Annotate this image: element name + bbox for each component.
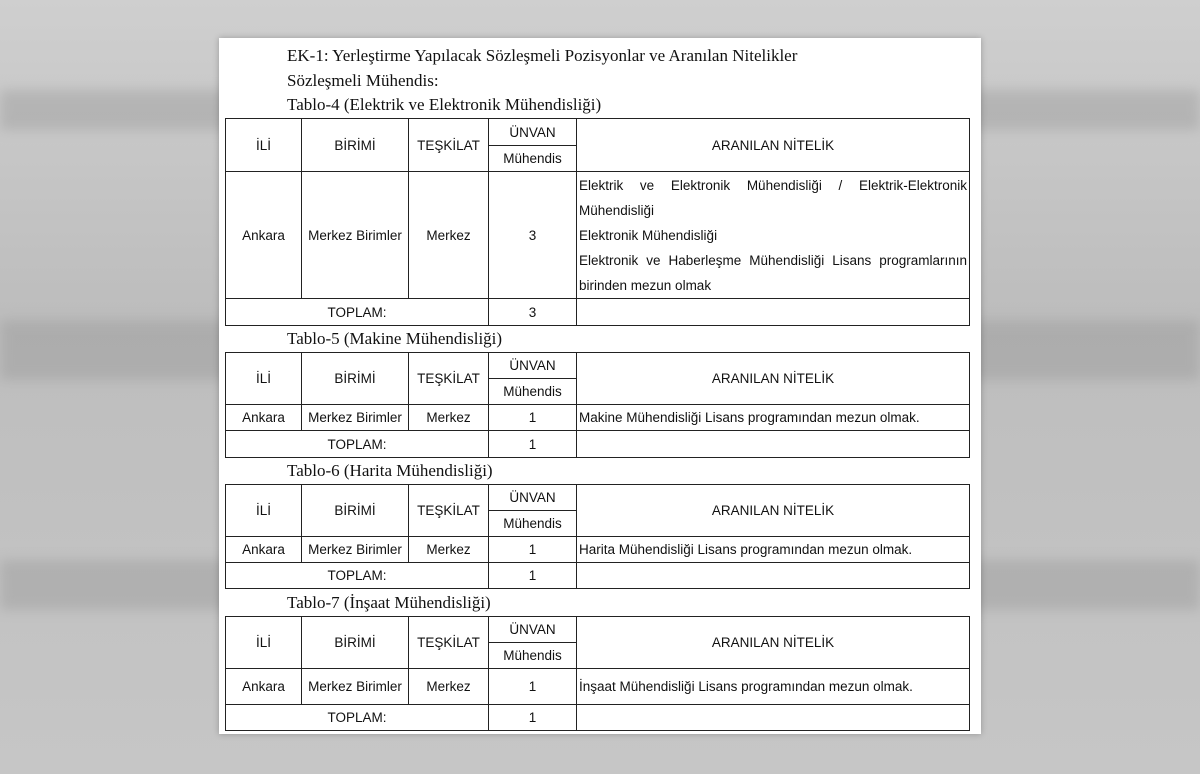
- table-caption: Tablo-7 (İnşaat Mühendisliği): [287, 593, 491, 612]
- positions-table-survey: [225, 484, 970, 589]
- total-value: 1: [489, 431, 577, 458]
- col-header-unvan: ÜNVAN: [489, 119, 577, 146]
- positions-table-electrical: [225, 118, 970, 326]
- nitelik-line: Elektrik ve Elektronik Mühendisliği / Elektrik-Elektronik: [579, 177, 967, 193]
- cell-count: 3: [489, 172, 577, 299]
- cell-birimi: Merkez Birimler: [302, 405, 409, 431]
- cell-nitelik: [577, 172, 970, 299]
- total-label: TOPLAM:: [226, 563, 489, 589]
- nitelik-line: Elektronik ve Haberleşme Mühendisliği Lisans programlarının: [579, 252, 967, 268]
- col-header-birimi: BİRİMİ: [302, 119, 409, 172]
- document-page: [219, 38, 981, 734]
- col-header-muhendis: Mühendis: [489, 379, 577, 405]
- positions-table-civil: [225, 616, 970, 731]
- nitelik-line: Mühendisliği: [579, 202, 655, 218]
- col-header-ili: İLİ: [226, 353, 302, 405]
- cell-teskilat: Merkez: [409, 172, 489, 299]
- col-header-teskilat: TEŞKİLAT: [409, 353, 489, 405]
- cell-birimi: Merkez Birimler: [302, 669, 409, 705]
- total-row: [226, 431, 970, 458]
- cell-ili: Ankara: [226, 669, 302, 705]
- table-caption: Tablo-4 (Elektrik ve Elektronik Mühendisliği): [287, 95, 602, 114]
- col-header-muhendis: Mühendis: [489, 511, 577, 537]
- col-header-muhendis: Mühendis: [489, 643, 577, 669]
- col-header-muhendis: Mühendis: [489, 146, 577, 172]
- cell-ili: Ankara: [226, 537, 302, 563]
- total-empty-cell: [577, 563, 970, 589]
- total-row: [226, 705, 970, 731]
- table-row: [226, 537, 970, 563]
- table-row: [226, 669, 970, 705]
- total-value: 3: [489, 299, 577, 326]
- col-header-unvan: ÜNVAN: [489, 617, 577, 643]
- total-empty-cell: [577, 299, 970, 326]
- total-row: [226, 563, 970, 589]
- table-caption: Tablo-5 (Makine Mühendisliği): [287, 329, 503, 348]
- table-row: [226, 405, 970, 431]
- cell-count: 1: [489, 405, 577, 431]
- cell-birimi: Merkez Birimler: [302, 172, 409, 299]
- cell-nitelik: Makine Mühendisliği Lisans programından mezun olmak.: [577, 405, 970, 431]
- positions-table-mechanical: [225, 352, 970, 458]
- cell-ili: Ankara: [226, 172, 302, 299]
- col-header-unvan: ÜNVAN: [489, 485, 577, 511]
- total-label: TOPLAM:: [226, 431, 489, 458]
- col-header-teskilat: TEŞKİLAT: [409, 617, 489, 669]
- document-title: EK-1: Yerleştirme Yapılacak Sözleşmeli Pozisyonlar ve Aranılan Nitelikler: [287, 46, 798, 65]
- col-header-nitelik: ARANILAN NİTELİK: [577, 617, 970, 669]
- col-header-unvan: ÜNVAN: [489, 353, 577, 379]
- cell-nitelik: Harita Mühendisliği Lisans programından mezun olmak.: [577, 537, 970, 563]
- col-header-birimi: BİRİMİ: [302, 617, 409, 669]
- cell-count: 1: [489, 669, 577, 705]
- nitelik-line: birinden mezun olmak: [579, 277, 712, 293]
- nitelik-line: Elektronik Mühendisliği: [579, 227, 718, 243]
- cell-nitelik: İnşaat Mühendisliği Lisans programından mezun olmak.: [577, 669, 970, 705]
- cell-teskilat: Merkez: [409, 405, 489, 431]
- cell-teskilat: Merkez: [409, 669, 489, 705]
- total-row: [226, 299, 970, 326]
- col-header-birimi: BİRİMİ: [302, 353, 409, 405]
- cell-teskilat: Merkez: [409, 537, 489, 563]
- cell-birimi: Merkez Birimler: [302, 537, 409, 563]
- col-header-teskilat: TEŞKİLAT: [409, 119, 489, 172]
- table-row: [226, 172, 970, 299]
- cell-count: 1: [489, 537, 577, 563]
- document-subtitle: Sözleşmeli Mühendis:: [287, 71, 439, 90]
- col-header-nitelik: ARANILAN NİTELİK: [577, 353, 970, 405]
- total-label: TOPLAM:: [226, 299, 489, 326]
- total-empty-cell: [577, 431, 970, 458]
- total-value: 1: [489, 563, 577, 589]
- total-empty-cell: [577, 705, 970, 731]
- col-header-ili: İLİ: [226, 617, 302, 669]
- col-header-ili: İLİ: [226, 485, 302, 537]
- col-header-teskilat: TEŞKİLAT: [409, 485, 489, 537]
- col-header-ili: İLİ: [226, 119, 302, 172]
- col-header-birimi: BİRİMİ: [302, 485, 409, 537]
- cell-ili: Ankara: [226, 405, 302, 431]
- col-header-nitelik: ARANILAN NİTELİK: [577, 485, 970, 537]
- col-header-nitelik: ARANILAN NİTELİK: [577, 119, 970, 172]
- total-label: TOPLAM:: [226, 705, 489, 731]
- table-caption: Tablo-6 (Harita Mühendisliği): [287, 461, 493, 480]
- total-value: 1: [489, 705, 577, 731]
